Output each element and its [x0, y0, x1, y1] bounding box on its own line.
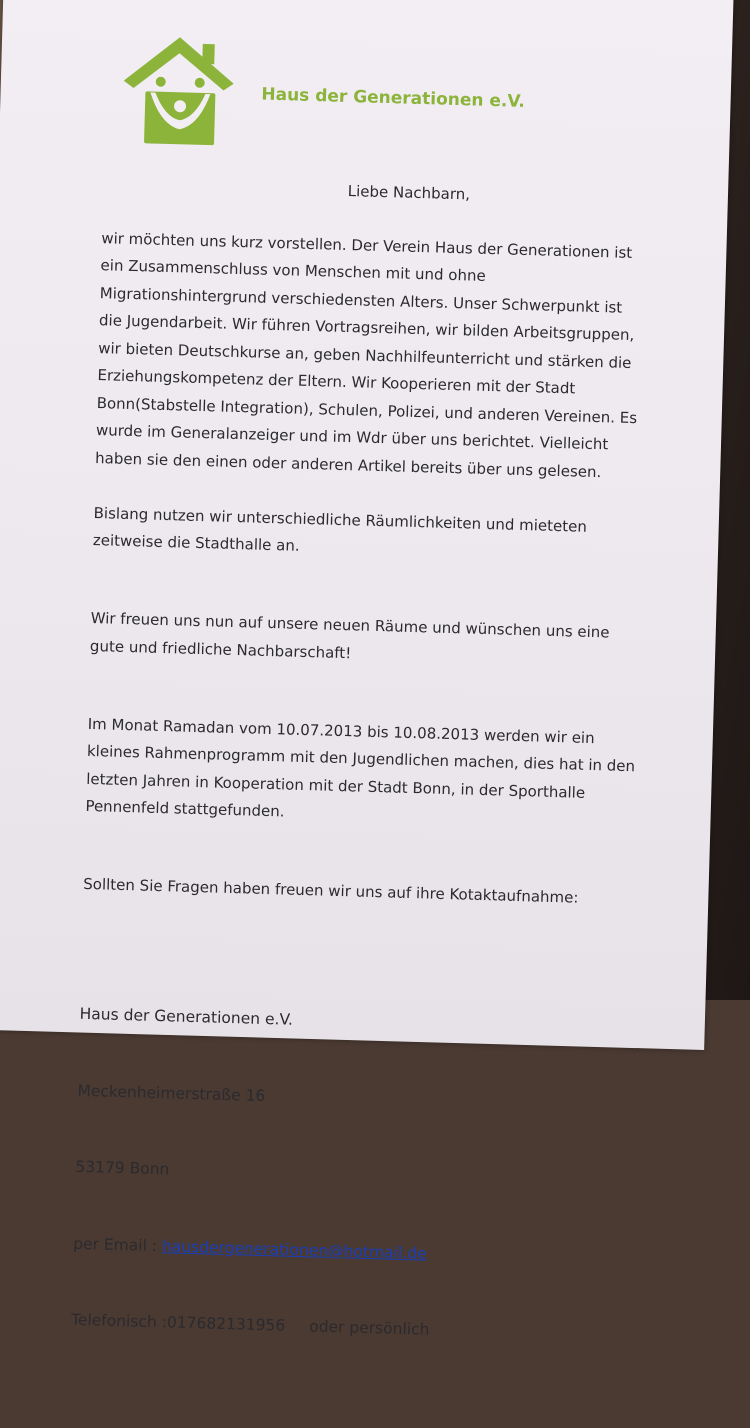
contact-name: Haus der Generationen e.V. — [79, 1004, 294, 1029]
phone-suffix: oder persönlich — [308, 1317, 430, 1339]
greeting: Liebe Nachbarn, — [347, 181, 471, 204]
house-logo-icon — [122, 36, 235, 149]
paragraph-intro: wir möchten uns kurz vorstellen. Der Verein Haus der Generationen ist ein Zusammenschluss von Menschen mit und ohne Migrationshintergrund verschiedensten Alters. Unser Schwerpunkt ist die Jugendarbeit. Wir führen Vortragsreihen, wir bilden Arbeitsgruppen, wir bieten Deutschkurse an, geben Nachhilfeunterricht und stärken die Erziehungskompetenz der Eltern. Wir Kooperieren mit der Stadt Bonn(Stabstelle Integration), Schulen, Polizei, und anderen Vereinen. Es wurde im Generalanzeiger und im Wdr über uns berichtet. Vielleicht haben sie den einen oder anderen Artikel bereits über uns gelesen. — [94, 228, 638, 481]
phone-label: Telefonisch : — [70, 1310, 168, 1332]
email-link[interactable]: hausdergenerationen@hotmail.de — [161, 1236, 427, 1263]
organization-name: Haus der Generationen e.V. — [261, 84, 526, 112]
paragraph-questions: Sollten Sie Fragen haben freuen wir uns auf ihre Kotaktaufnahme: — [83, 874, 579, 907]
paragraph-ramadan: Im Monat Ramadan vom 10.07.2013 bis 10.08.2013 werden wir ein kleines Rahmenprogramm mit den Jugendlichen machen, dies hat in den letzten Jahren in Kooperation mit der Stadt Bonn, in der Sporthalle Pennenfeld stattgefunden. — [85, 714, 636, 821]
paragraph-rooms: Bislang nutzen wir unterschiedliche Räumlichkeiten und mieteten zeitweise die Stadthalle an. — [92, 503, 588, 555]
contact-email-line — [73, 1231, 623, 1270]
paragraph-neighbours: Wir freuen uns nun auf unsere neuen Räume und wünschen uns eine gute und friedliche Nachbarschaft! — [89, 608, 610, 662]
phone-number: 017682131956 — [166, 1313, 286, 1335]
contact-city: 53179 Bonn — [75, 1157, 170, 1179]
email-label: per Email : — [73, 1234, 163, 1255]
contact-street: Meckenheimerstraße 16 — [77, 1081, 266, 1105]
letter-body — [69, 197, 653, 1427]
contact-phone-line — [71, 1308, 621, 1347]
contact-block — [69, 974, 630, 1399]
